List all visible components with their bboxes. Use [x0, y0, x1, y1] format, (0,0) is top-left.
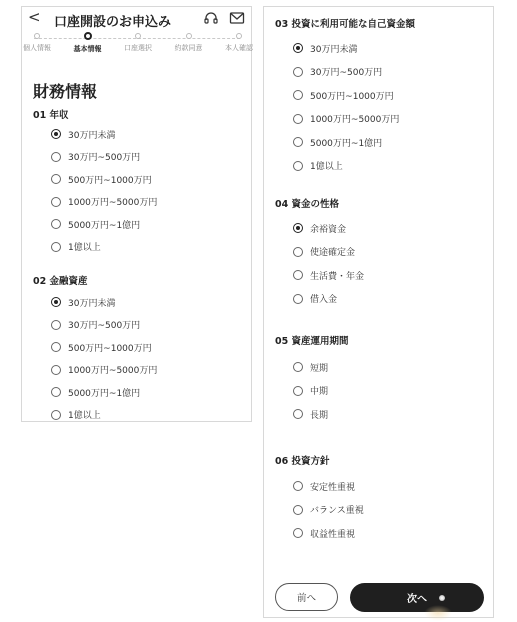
radio-button-icon[interactable]: [51, 129, 61, 139]
question-title: 03 投資に利用可能な自己資金額: [275, 19, 416, 30]
mail-icon[interactable]: [229, 10, 245, 26]
radio-option-label: 安定性重視: [310, 482, 356, 493]
radio-option-label: 1億以上: [68, 411, 101, 421]
radio-option[interactable]: [51, 318, 140, 332]
radio-option[interactable]: [51, 295, 115, 309]
radio-button-icon[interactable]: [51, 365, 61, 375]
tap-glow: [424, 605, 452, 621]
radio-button-icon[interactable]: [51, 174, 61, 184]
radio-button-icon[interactable]: [293, 528, 303, 538]
radio-option[interactable]: [51, 408, 101, 422]
radio-option[interactable]: [293, 292, 337, 306]
radio-button-icon[interactable]: [51, 410, 61, 420]
radio-button-icon[interactable]: [293, 505, 303, 515]
radio-option-label: 1000万円~5000万円: [310, 115, 400, 125]
radio-option[interactable]: [293, 268, 364, 282]
radio-button-icon[interactable]: [293, 362, 303, 372]
radio-option-label: 30万円~500万円: [68, 153, 141, 163]
radio-option[interactable]: [51, 340, 152, 354]
radio-option[interactable]: [293, 41, 357, 55]
radio-option-label: 500万円~1000万円: [310, 91, 394, 102]
headset-icon[interactable]: [203, 10, 219, 26]
radio-button-icon[interactable]: [51, 387, 61, 397]
prev-button-label: 前へ: [296, 593, 316, 604]
radio-option-label: 30万円未満: [310, 44, 358, 55]
radio-button-icon[interactable]: [293, 409, 303, 419]
radio-option-label: 1000万円~5000万円: [68, 198, 158, 208]
progress-step: [14, 33, 60, 53]
step-label: 基本情報: [73, 45, 102, 53]
radio-option-label: 余裕資金: [310, 224, 347, 235]
progress-step: [115, 33, 161, 53]
step-label: 口座選択: [124, 44, 152, 52]
question-title: 01 年収: [33, 110, 69, 121]
radio-option[interactable]: [51, 172, 152, 186]
radio-option-label: 生活費・年金: [310, 271, 365, 282]
radio-option-label: 30万円~500万円: [310, 68, 383, 78]
back-button[interactable]: <: [28, 8, 41, 26]
radio-option-label: 30万円~500万円: [68, 321, 141, 331]
radio-option-label: バランス重視: [310, 506, 364, 516]
radio-option[interactable]: [293, 135, 382, 149]
left-form-panel: [21, 6, 252, 422]
radio-button-icon[interactable]: [293, 294, 303, 304]
radio-option[interactable]: [293, 479, 355, 493]
step-label: 本人確認: [225, 44, 253, 52]
radio-button-icon[interactable]: [51, 320, 61, 330]
radio-option-label: 使途確定金: [310, 248, 356, 258]
radio-option-label: 中期: [310, 387, 329, 397]
radio-option[interactable]: [293, 407, 328, 421]
radio-option-label: 500万円~1000万円: [68, 175, 152, 186]
radio-option-label: 長期: [310, 410, 329, 421]
radio-option-label: 1億以上: [68, 243, 101, 253]
radio-button-icon[interactable]: [293, 137, 303, 147]
radio-option[interactable]: [51, 385, 140, 399]
radio-button-icon[interactable]: [293, 114, 303, 124]
question-title: 04 資金の性格: [275, 199, 340, 210]
radio-option-label: 1000万円~5000万円: [68, 366, 158, 376]
radio-option-label: 30万円未満: [68, 130, 116, 141]
radio-button-icon[interactable]: [293, 481, 303, 491]
step-label: 約款同意: [174, 44, 203, 52]
step-label: 個人情報: [23, 44, 51, 52]
radio-option[interactable]: [51, 195, 157, 209]
radio-option[interactable]: [293, 159, 343, 173]
radio-option[interactable]: [293, 245, 355, 259]
radio-option-label: 5000万円~1億円: [310, 138, 383, 149]
progress-step: [166, 33, 212, 53]
radio-option[interactable]: [51, 127, 115, 141]
radio-option-label: 借入金: [310, 295, 338, 305]
radio-button-icon[interactable]: [293, 270, 303, 280]
radio-button-icon[interactable]: [51, 242, 61, 252]
radio-option[interactable]: [51, 240, 101, 254]
radio-button-icon[interactable]: [293, 386, 303, 396]
step-dot-icon: [236, 33, 242, 39]
radio-option-label: 5000万円~1億円: [68, 388, 141, 399]
radio-option[interactable]: [51, 150, 140, 164]
right-form-panel: [263, 6, 494, 618]
page-title: 財務情報: [33, 82, 98, 101]
radio-option[interactable]: [293, 88, 394, 102]
progress-step: [216, 33, 262, 53]
question-title: 02 金融資産: [33, 276, 88, 287]
radio-option[interactable]: [51, 363, 157, 377]
progress-step: [65, 33, 111, 54]
radio-option[interactable]: [293, 65, 382, 79]
next-button[interactable]: [350, 583, 484, 612]
radio-button-icon[interactable]: [293, 247, 303, 257]
radio-option[interactable]: [293, 384, 328, 398]
radio-option-label: 500万円~1000万円: [68, 343, 152, 354]
radio-option-label: 短期: [310, 363, 329, 374]
page-header-title: 口座開設のお申込み: [54, 15, 172, 30]
radio-button-icon[interactable]: [51, 342, 61, 352]
radio-button-icon[interactable]: [293, 43, 303, 53]
radio-option[interactable]: [293, 526, 355, 540]
radio-button-icon[interactable]: [293, 90, 303, 100]
radio-button-icon[interactable]: [51, 152, 61, 162]
prev-button[interactable]: [275, 583, 338, 611]
radio-option-label: 収益性重視: [310, 529, 356, 540]
question-title: 06 投資方針: [275, 456, 330, 467]
tap-indicator-icon: [439, 595, 445, 601]
step-dot-icon: [84, 32, 92, 40]
radio-button-icon[interactable]: [293, 223, 303, 233]
radio-button-icon[interactable]: [293, 161, 303, 171]
radio-option-label: 30万円未満: [68, 298, 116, 309]
question-title: 05 資産運用期間: [275, 336, 349, 347]
radio-option[interactable]: [293, 360, 328, 374]
step-dot-icon: [34, 33, 40, 39]
radio-button-icon[interactable]: [51, 197, 61, 207]
radio-option-label: 5000万円~1億円: [68, 220, 141, 231]
radio-option-label: 1億以上: [310, 162, 343, 172]
radio-button-icon[interactable]: [293, 67, 303, 77]
step-dot-icon: [186, 33, 192, 39]
radio-option[interactable]: [293, 112, 399, 126]
radio-button-icon[interactable]: [51, 219, 61, 229]
radio-option[interactable]: [293, 503, 364, 517]
step-dot-icon: [135, 33, 141, 39]
radio-button-icon[interactable]: [51, 297, 61, 307]
radio-option[interactable]: [293, 221, 346, 235]
next-button-label: 次へ: [407, 594, 427, 605]
radio-option[interactable]: [51, 217, 140, 231]
